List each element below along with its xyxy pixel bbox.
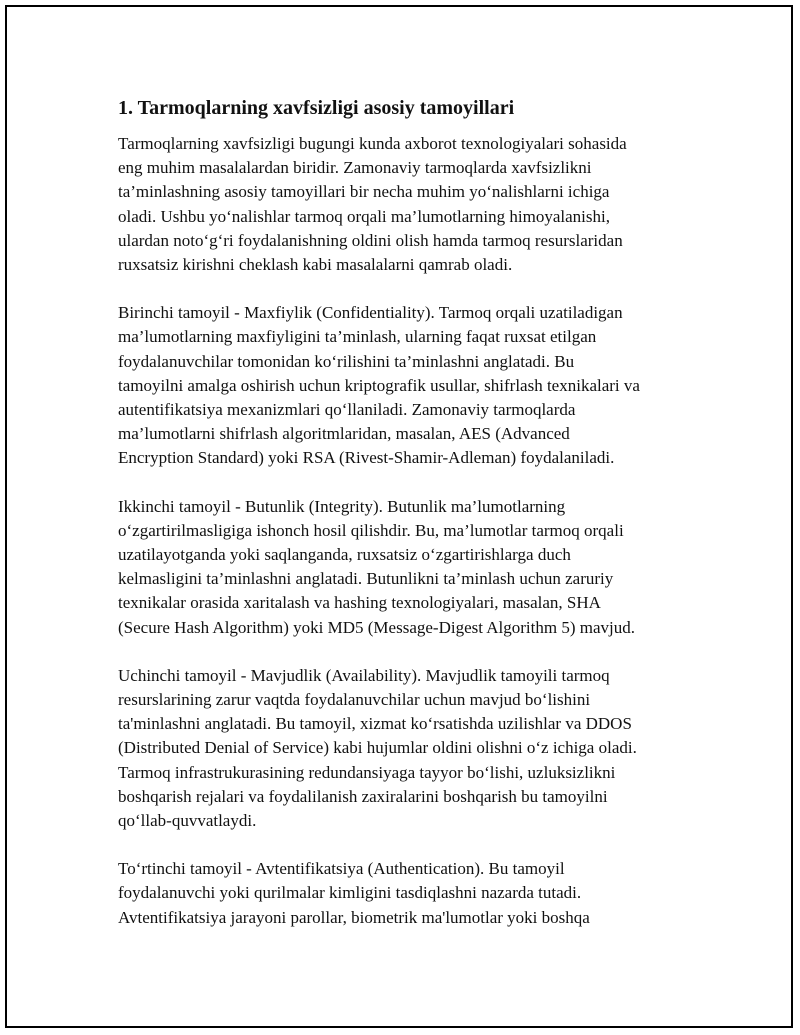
- text-line: (Distributed Denial of Service) kabi hujumlar oldini olishni o‘z ichiga oladi.: [118, 738, 637, 758]
- text-line: foydalanuvchilar tomonidan ko‘rilishini ta’minlashni anglatadi. Bu: [118, 351, 575, 371]
- text-line: boshqarish rejalari va foydalilanish zaxiralarini boshqarish bu tamoyilni: [118, 786, 608, 806]
- text-line: resurslarining zarur vaqtda foydalanuvchilar uchun mavjud bo‘lishini: [118, 690, 591, 710]
- paragraph-intro: [118, 132, 698, 277]
- text-line: Tarmoqlarning xavfsizligi bugungi kunda axborot texnologiyalari sohasida: [118, 134, 627, 153]
- text-line: ma’lumotlarning maxfiyligini ta’minlash, ularning faqat ruxsat etilgan: [118, 327, 597, 347]
- text-line: ta'minlashni anglatadi. Bu tamoyil, xizmat ko‘rsatishda uzilishlar va DDOS: [118, 714, 632, 734]
- paragraph-authentication: [118, 857, 698, 930]
- text-line: (Secure Hash Algorithm) yoki MD5 (Message-Digest Algorithm 5) mavjud.: [118, 617, 636, 637]
- text-line: tamoyilni amalga oshirish uchun kriptografik usullar, shifrlash texnikalari va: [118, 375, 640, 395]
- text-line: qo‘llab-quvvatlaydi.: [118, 811, 257, 831]
- text-line: o‘zgartirilmasligiga ishonch hosil qilishdir. Bu, ma’lumotlar tarmoq orqali: [118, 520, 624, 540]
- text-line: Uchinchi tamoyil - Mavjudlik (Availability). Mavjudlik tamoyili tarmoq: [118, 665, 610, 685]
- paragraph-integrity: [118, 495, 698, 640]
- text-line: Encryption Standard) yoki RSA (Rivest-Shamir-Adleman) foydalaniladi.: [118, 448, 615, 468]
- text-line: Birinchi tamoyil - Maxfiylik (Confidentiality). Tarmoq orqali uzatiladigan: [118, 303, 623, 323]
- text-line: foydalanuvchi yoki qurilmalar kimligini tasdiqlashni nazarda tutadi.: [118, 883, 582, 903]
- text-line: eng muhim masalalardan biridir. Zamonaviy tarmoqlarda xavfsizlikni: [118, 158, 592, 178]
- text-line: autentifikatsiya mexanizmlari qo‘llaniladi. Zamonaviy tarmoqlarda: [118, 400, 576, 420]
- text-line: oladi. Ushbu yo‘nalishlar tarmoq orqali ma’lumotlarning himoyalanishi,: [118, 206, 610, 226]
- text-line: ruxsatsiz kirishni cheklash kabi masalalarni qamrab oladi.: [118, 255, 513, 275]
- text-line: uzatilayotganda yoki saqlanganda, ruxsatsiz o‘zgartirishlarga duch: [118, 545, 571, 565]
- text-line: Ikkinchi tamoyil - Butunlik (Integrity). Butunlik ma’lumotlarning: [118, 496, 566, 516]
- text-line: To‘rtinchi tamoyil - Avtentifikatsiya (Authentication). Bu tamoyil: [118, 859, 565, 879]
- paragraph-availability: [118, 664, 698, 833]
- text-line: kelmasligini ta’minlashni anglatadi. Butunlikni ta’minlash uchun zaruriy: [118, 569, 614, 589]
- text-line: ma’lumotlarni shifrlash algoritmlaridan, masalan, AES (Advanced: [118, 424, 570, 444]
- text-line: ulardan noto‘g‘ri foydalanishning oldini olish hamda tarmoq resurslaridan: [118, 230, 623, 250]
- text-line: Avtentifikatsiya jarayoni parollar, biometrik ma'lumotlar yoki boshqa: [118, 907, 590, 927]
- text-line: ta’minlashning asosiy tamoyillari bir necha muhim yo‘nalishlarni ichiga: [118, 182, 610, 202]
- paragraph-confidentiality: [118, 301, 698, 470]
- text-line: texnikalar orasida xaritalash va hashing texnologiyalari, masalan, SHA: [118, 593, 601, 613]
- text-line: Tarmoq infrastrukurasining redundansiyaga tayyor bo‘lishi, uzluksizlikni: [118, 762, 616, 782]
- section-heading: 1. Tarmoqlarning xavfsizligi asosiy tamoyillari: [118, 97, 515, 119]
- document-body: [118, 96, 698, 954]
